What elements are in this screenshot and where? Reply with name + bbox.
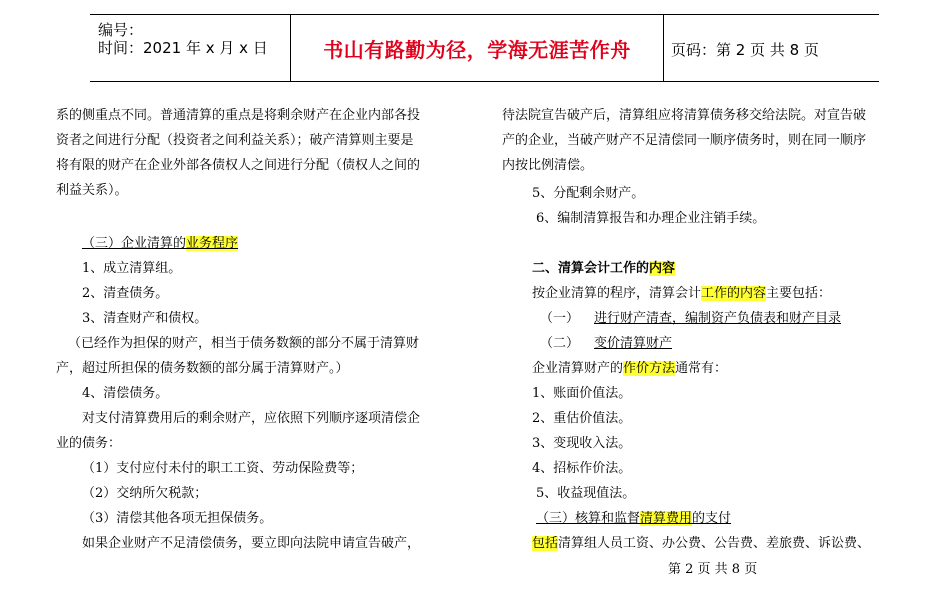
note-line: 产，超过所担保的债务数额的部分属于清算财产。）	[56, 361, 349, 376]
paragraph-line: 将有限的财产在企业外部各债权人之间进行分配（债权人之间的	[56, 158, 421, 173]
section-heading-procedure: （三）企业清算的业务程序	[82, 236, 239, 251]
header-motto-cell	[290, 15, 664, 81]
step-item: 5、分配剩余财产。	[532, 186, 645, 201]
highlight: 包括	[532, 536, 559, 551]
paragraph-line: 资者之间进行分配（投资者之间利益关系）；破产清算则主要是	[56, 133, 414, 148]
debt-item: （2）交纳所欠税款；	[82, 486, 208, 501]
step-item: 4、清偿债务。	[82, 386, 169, 401]
note-line: （已经作为担保的财产，相当于债务数额的部分不属于清算财	[68, 336, 420, 351]
header-page-cell	[663, 15, 879, 81]
paragraph-line: 待法院宣告破产后，清算组应将清算债务移交给法院。对宣告破	[502, 108, 867, 123]
highlight: 内容	[649, 261, 676, 276]
section-heading-expenses: （三）核算和监督清算费用的支付	[536, 511, 732, 526]
paragraph-line: 利益关系）。	[56, 183, 128, 198]
time-label: 时间：2021 年 x 月 x 日	[98, 39, 268, 57]
motto: 书山有路勤为径，学海无涯苦作舟	[323, 38, 631, 62]
step-item: 1、成立清算组。	[82, 261, 182, 276]
method-item: 2、重估价值法。	[532, 411, 632, 426]
paragraph-line: 如果企业财产不足清偿债务，要立即向法院申请宣告破产，	[82, 536, 421, 551]
page-footer: 第 2 页 共 8 页	[668, 562, 758, 577]
debt-item: （1）支付应付未付的职工工资、劳动保险费等；	[82, 461, 364, 476]
highlight: 业务程序	[186, 236, 239, 251]
debt-item: （3）清偿其他各项无担保债务。	[82, 511, 273, 526]
paragraph-line: 业的债务：	[56, 436, 122, 451]
paragraph-line: 按企业清算的程序，清算会计工作的内容主要包括：	[532, 286, 832, 301]
page-header	[90, 14, 879, 82]
header-info-cell	[90, 15, 290, 81]
highlight: 工作的内容	[701, 286, 767, 301]
method-item: 3、变现收入法。	[532, 436, 632, 451]
step-item: 6、编制清算报告和办理企业注销手续。	[536, 211, 766, 226]
method-item: 4、招标作价法。	[532, 461, 632, 476]
method-item: 5、收益现值法。	[536, 486, 636, 501]
step-item: 2、清查债务。	[82, 286, 169, 301]
section-heading-content: 二、清算会计工作的内容	[532, 261, 676, 276]
paragraph-line: 企业清算财产的作价方法通常有：	[532, 361, 728, 376]
paragraph-line: 内按比例清偿。	[502, 158, 594, 173]
content-item-text: 变价清算财产	[594, 336, 673, 351]
paragraph-line: 包括清算组人员工资、办公费、公告费、差旅费、诉讼费、	[532, 536, 871, 551]
highlight: 作价方法	[623, 361, 676, 376]
number-label: 编号：	[98, 21, 144, 39]
content-item-number: （二）	[540, 336, 580, 351]
step-item: 3、清查财产和债权。	[82, 311, 208, 326]
page-info: 页码：第 2 页 共 8 页	[671, 41, 819, 59]
method-item: 1、账面价值法。	[532, 386, 632, 401]
paragraph-line: 系的侧重点不同。普通清算的重点是将剩余财产在企业内部各投	[56, 108, 421, 123]
highlight: 清算费用	[640, 511, 693, 526]
paragraph-line: 对支付清算费用后的剩余财产，应依照下列顺序逐项清偿企	[82, 411, 421, 426]
paragraph-line: 产的企业，当破产财产不足清偿同一顺序债务时，则在同一顺序	[502, 133, 867, 148]
content-item-number: （一）	[540, 311, 580, 326]
content-item-text: 进行财产清查，编制资产负债表和财产目录	[594, 311, 842, 326]
